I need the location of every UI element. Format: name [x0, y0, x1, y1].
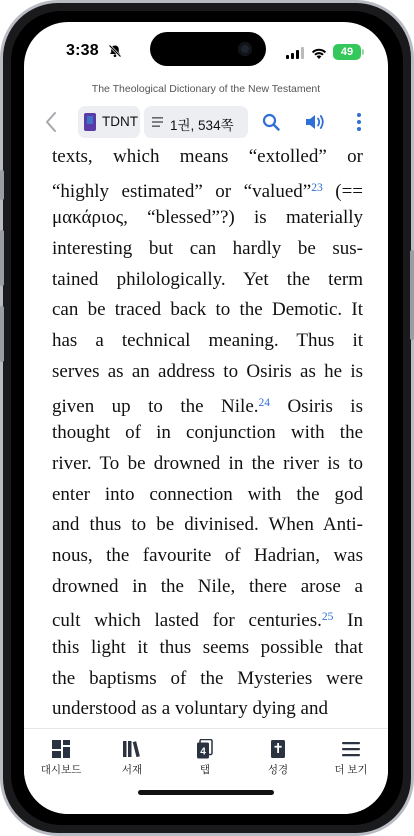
power-button	[410, 250, 414, 340]
text-run: thought of in conjunction with the	[52, 422, 363, 444]
tab-label: 더 보기	[334, 764, 368, 776]
dashboard-icon	[51, 739, 71, 759]
text-run: In	[333, 610, 363, 632]
text-run: Osiris is	[270, 395, 363, 417]
text-run: given up to the Nile.	[52, 395, 259, 417]
text-line	[52, 203, 363, 234]
search-icon[interactable]	[262, 113, 280, 131]
text-run: nous, the favourite of Hadrian, was	[52, 544, 363, 566]
book-short-title: TDNT	[102, 114, 138, 129]
tabs-icon	[195, 739, 215, 759]
bible-icon	[268, 739, 288, 759]
tab-label: 서재	[121, 764, 143, 776]
text-line	[52, 602, 363, 633]
tab-tabs[interactable]	[170, 735, 240, 775]
footnote-link[interactable]: 23	[311, 181, 323, 194]
status-bar	[24, 22, 388, 74]
reference-label: 1권, 534쪽	[170, 118, 234, 133]
text-run: and thus to be divinised. When Anti-	[52, 514, 363, 536]
tab-library[interactable]	[97, 735, 167, 775]
book-cover-icon	[84, 113, 96, 131]
text-run: enter into connection with the god	[52, 483, 363, 505]
wifi-icon	[310, 46, 328, 60]
text-line	[52, 388, 363, 419]
text-run: tained philologically. Yet the term	[52, 268, 363, 290]
text-run: the baptisms of the Mysteries were	[52, 667, 363, 689]
battery-tip	[362, 49, 364, 55]
book-selector-button[interactable]	[78, 106, 140, 138]
text-line	[52, 572, 363, 603]
list-lines-icon	[152, 117, 163, 127]
text-line	[52, 265, 363, 296]
library-icon	[122, 739, 142, 759]
tab-label: 탭	[199, 764, 211, 776]
text-line	[52, 510, 363, 541]
text-run: μακάριος, “blessed”?) is materially	[52, 207, 363, 229]
status-time: 3:38	[66, 42, 99, 59]
text-run: (==	[322, 180, 363, 202]
text-run: understood as a voluntary dying and	[52, 698, 328, 720]
text-run: can be traced back to the Demotic. It	[52, 299, 363, 321]
footnote-link[interactable]: 24	[258, 396, 270, 409]
speaker-icon[interactable]	[304, 112, 326, 132]
tabs-count-badge: 4	[200, 746, 206, 758]
camera-icon	[238, 42, 252, 56]
text-line	[52, 480, 363, 511]
dynamic-island	[150, 32, 266, 66]
reference-selector-button[interactable]	[144, 106, 248, 138]
tab-dashboard[interactable]	[26, 735, 96, 775]
text-run: interesting but can hardly be sus-	[52, 238, 363, 260]
text-line	[52, 541, 363, 572]
bottom-tab-bar	[24, 728, 388, 814]
text-line	[52, 295, 363, 326]
text-line	[52, 664, 363, 695]
volume-up-button	[0, 230, 4, 286]
action-button	[0, 170, 4, 200]
text-run: this light it thus seems possible that	[52, 637, 363, 658]
text-line	[52, 326, 363, 357]
book-title: The Theological Dictionary of the New Testament	[91, 83, 321, 95]
text-line	[52, 357, 363, 388]
app-screen	[24, 22, 388, 814]
text-run: texts, which means “extolled” or	[52, 146, 363, 167]
reader-toolbar	[24, 104, 388, 140]
text-line	[52, 418, 363, 449]
text-run: serves as an address to Osiris as he is	[52, 360, 363, 382]
text-line	[52, 234, 363, 265]
text-run: has a technical meaning. Thus it	[52, 330, 363, 352]
text-line	[52, 142, 363, 173]
text-run: drowned in the Nile, there arose a	[52, 575, 363, 597]
text-line	[52, 694, 363, 725]
reader-text	[52, 142, 363, 725]
volume-down-button	[0, 306, 4, 362]
text-run: “highly estimated” or “valued”	[52, 180, 312, 202]
text-line	[52, 633, 363, 664]
text-run: river. To be drowned in the river is to	[52, 452, 363, 474]
back-chevron-icon[interactable]	[44, 111, 58, 133]
cellular-signal-icon	[286, 47, 304, 59]
text-line	[52, 449, 363, 480]
home-indicator	[138, 790, 274, 795]
tab-more[interactable]	[316, 735, 386, 775]
tab-label: 성경	[267, 764, 289, 776]
battery-indicator: 49	[333, 44, 361, 60]
footnote-link[interactable]: 25	[321, 611, 334, 624]
silent-bell-icon	[108, 44, 122, 58]
more-menu-icon	[341, 739, 361, 759]
tab-bible[interactable]	[243, 735, 313, 775]
text-line	[52, 173, 363, 204]
tab-label: 대시보드	[40, 764, 82, 776]
text-run: cult which lasted for centuries.	[52, 610, 322, 632]
more-vertical-icon[interactable]	[356, 112, 362, 132]
